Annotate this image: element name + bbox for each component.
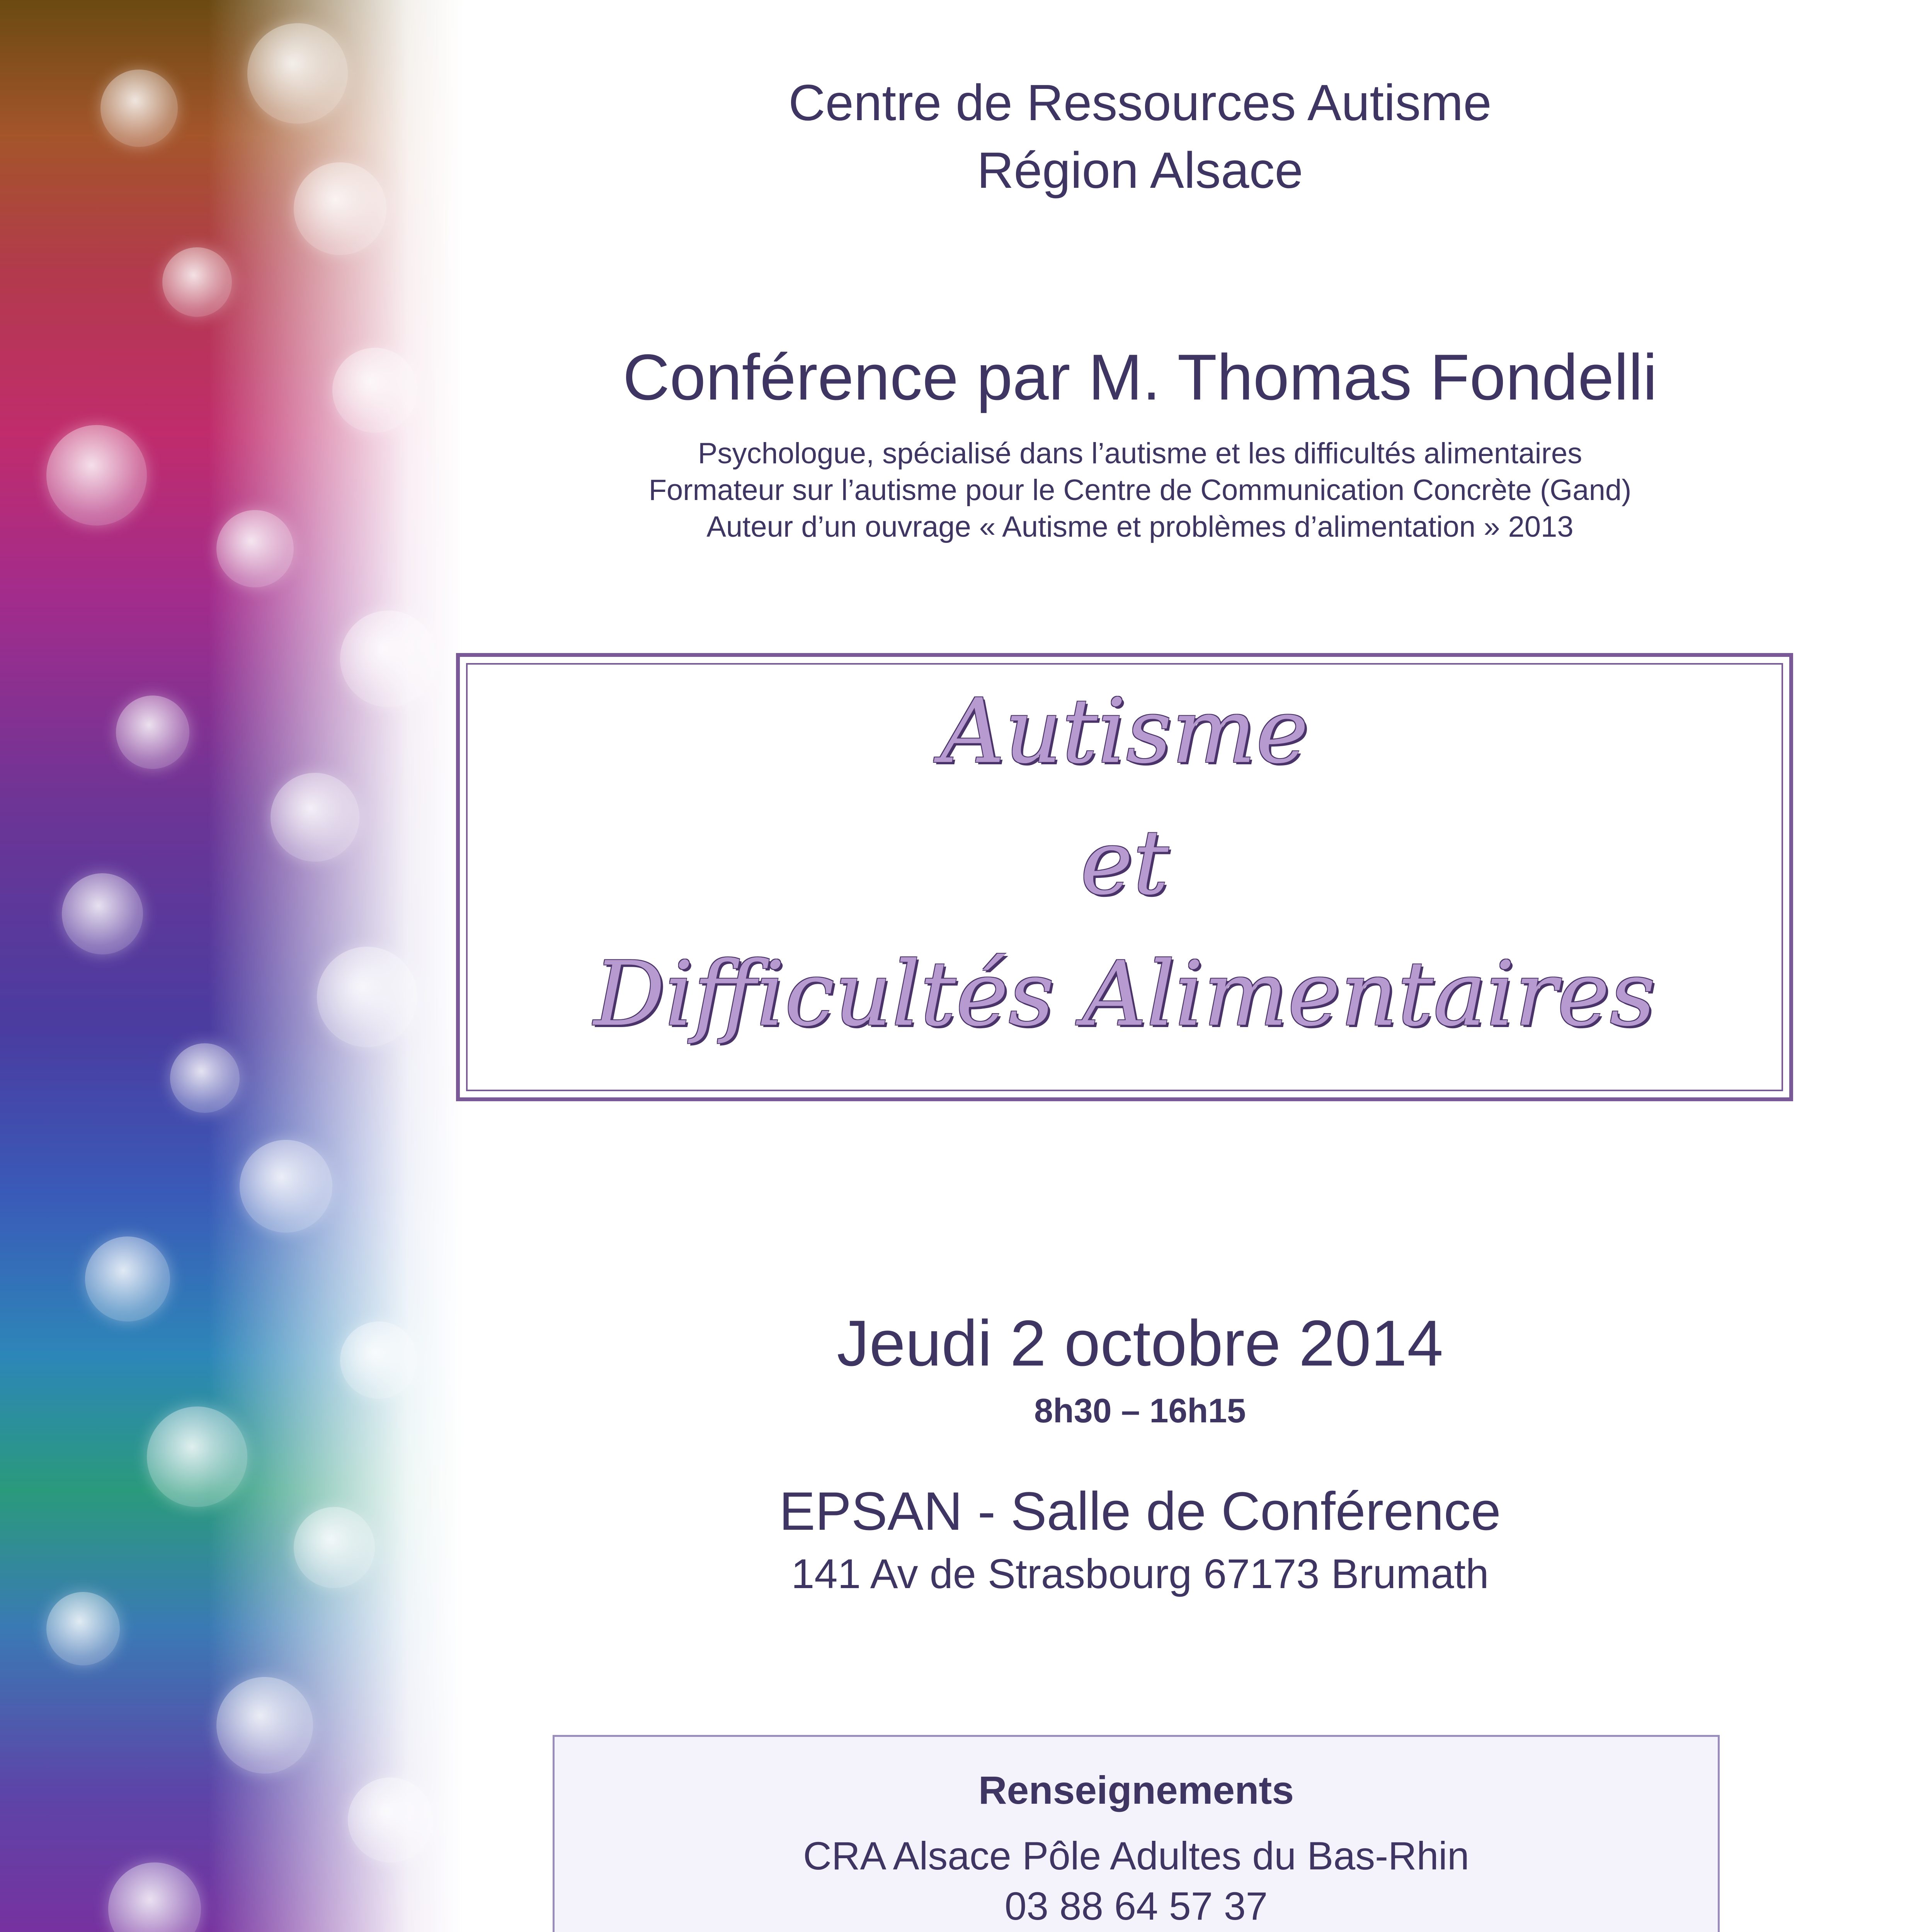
event-title-frame	[456, 653, 1793, 1101]
conference-speaker-title: Conférence par M. Thomas Fondelli	[623, 341, 1657, 413]
organization-name: Centre de Ressources Autisme	[788, 74, 1492, 131]
event-title-line: et	[1080, 811, 1169, 915]
venue-address: 141 Av de Strasbourg 67173 Brumath	[791, 1550, 1489, 1597]
contact-phone[interactable]: 03 88 64 57 37	[1004, 1884, 1268, 1928]
event-title-line: Autisme	[940, 680, 1309, 783]
speaker-credential: Formateur sur l’autisme pour le Centre de Communication Concrète (Gand)	[648, 474, 1632, 507]
info-box	[553, 1735, 1720, 1932]
speaker-credential: Auteur d’un ouvrage « Autisme et problèmes d’alimentation » 2013	[706, 510, 1574, 543]
event-hours: 8h30 – 16h15	[1034, 1391, 1246, 1430]
speaker-credential: Psychologue, spécialisé dans l’autisme et les difficultés alimentaires	[698, 437, 1582, 470]
contact-organization: CRA Alsace Pôle Adultes du Bas-Rhin	[803, 1834, 1469, 1878]
organization-region: Région Alsace	[977, 142, 1303, 199]
event-date: Jeudi 2 octobre 2014	[837, 1307, 1443, 1379]
venue-name: EPSAN - Salle de Conférence	[779, 1481, 1501, 1541]
event-title-line: Difficultés Alimentaires	[594, 943, 1656, 1046]
bokeh-background	[0, 0, 464, 1932]
info-heading: Renseignements	[978, 1768, 1294, 1812]
